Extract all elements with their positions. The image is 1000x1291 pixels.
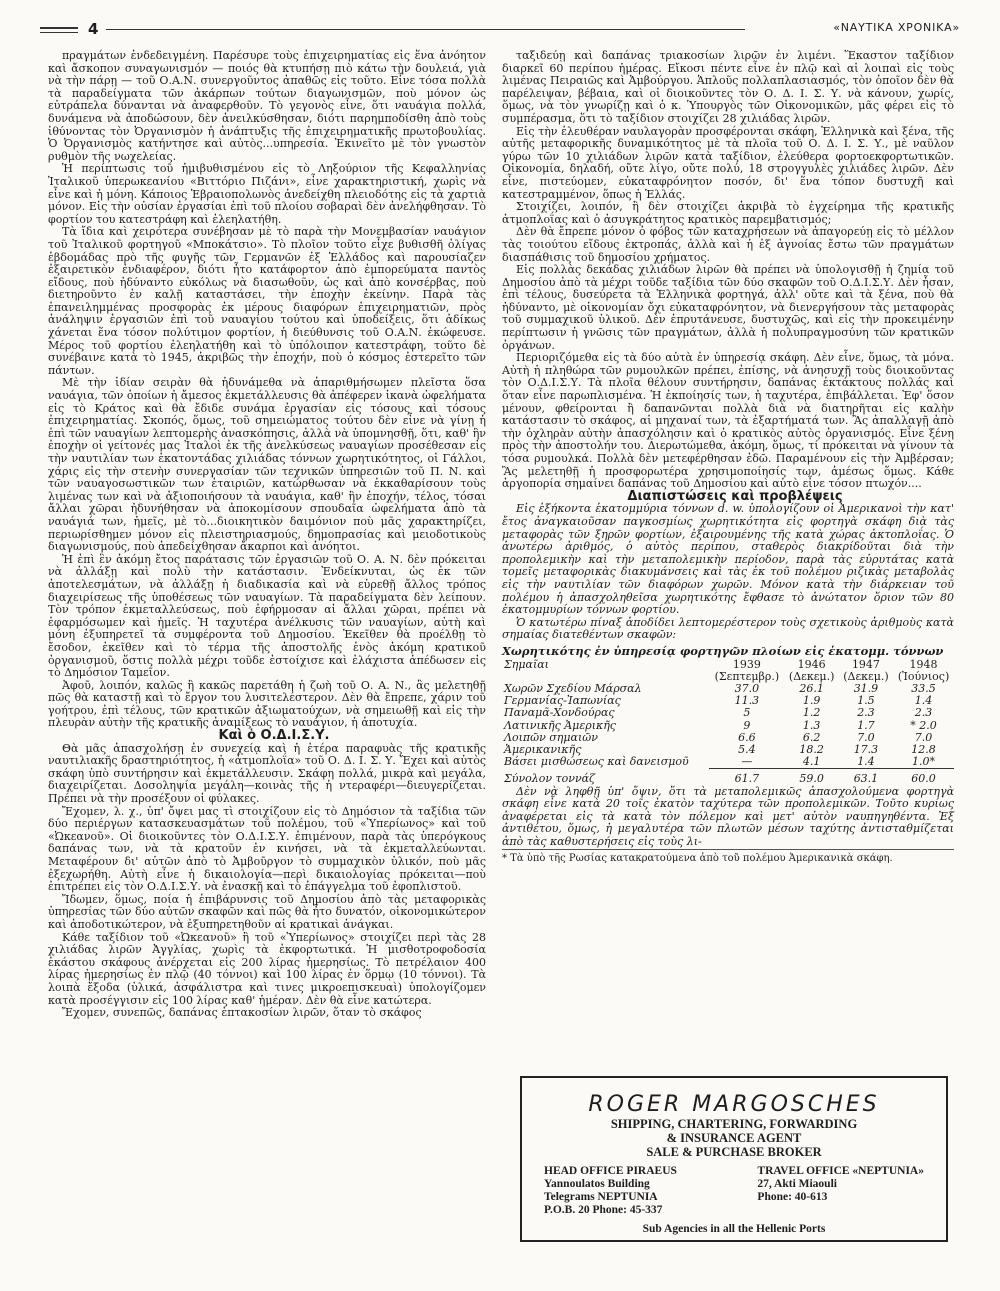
table-total-cell: 61.7 <box>709 769 784 786</box>
table-cell: 26.1 <box>799 681 824 695</box>
footnote: * Τὰ ὑπὸ τῆς Ρωσίας κατακρατούμενα ἀπὸ τοῦ πολέμου Ἀμερικανικὰ σκάφη. <box>502 849 954 865</box>
table-total-row <box>502 769 954 786</box>
article-paragraph: Ἡ περίπτωσις τοῦ ἡμιβυθισμένου εἰς τὸ Ληξούριον τῆς Κεφαλληνίας Ἰταλικοῦ ὑπερωκεανίου «Βιττόριο Πιζάνι», εἶνε χαρακτηριστική, χωρὶς νὰ εἶνε καὶ ἡ μόνη. Κάποιος Ἑβραιοπολωνὸς ἀνεδείχθη πλειοδότης εἰς τὰ χαρτιὰ μόνον. Εἰς τὴν οὐσίαν ἐργασίαι ἐπὶ τοῦ πλοίου σοβαραὶ δὲν ἀνελήφθησαν. Τὸ φορτίον του κατεστράφη καὶ ἐλεηλατήθη. <box>48 162 486 226</box>
table-month: (Δεκεμ.) <box>843 669 889 683</box>
article-paragraph: ταξιδεύῃ καὶ δαπάνας τριακοσίων λιρῶν ἐν λιμένι. Ἕκαστον ταξίδιον διαρκεῖ 60 περίπου ἡμέρας. Εἴκοσι πέντε εἶνε ἐν πλῷ καὶ αἱ λοιπαὶ εἰς τοὺς λιμένας Πειραιῶς καὶ Ἀμβούργου. Ἁπλοῦς πολλαπλασιασμός, τὸν ὁποῖον δὲν θὰ παρέλειψαν, βέβαια, καὶ οἱ διοικοῦντες τὸν Ο. Δ. Ι. Σ. Υ. νὰ κάνουν, χωρίς, ὅμως, νὰ τὸν γνωρίζῃ καὶ ὁ κ. Ὑπουργὸς τῶν Οἰκονομικῶν, μᾶς φέρει εἰς τὸ συμπέρασμα, ὅτι τὸ ταξίδιον στοιχίζει 28 χιλιάδας λιρῶν. <box>502 49 954 125</box>
table-row <box>502 707 954 719</box>
table-year: 1946 <box>797 657 826 671</box>
table-cell: 31.9 <box>853 681 879 695</box>
article-paragraph: Ὁ κατωτέρω πίναξ ἀποδίδει λεπτομερέστερον τοὺς σχετικοὺς ἀριθμοὺς κατὰ σημαίας διατεθέντων σκαφῶν: <box>502 615 954 642</box>
table-cell: 4.1 <box>802 755 821 769</box>
table-cell: 9 <box>743 718 751 732</box>
table-total-cell: 59.0 <box>785 769 839 786</box>
ad-service-line: & INSURANCE AGENT <box>666 1131 802 1145</box>
table-cell: 37.0 <box>734 681 760 695</box>
article-paragraph: Θὰ μᾶς ἀπασχολήσῃ ἐν συνεχείᾳ καὶ ἡ ἑτέρα παραφυὰς τῆς κρατικῆς ναυτιλιακῆς δραστηριότητος, ἡ «ἀτμοπλοΐα» τοῦ Ο. Δ. Ι. Σ. Υ. Ἔχει καὶ αὐτὸς σκάφη ὑπὸ συντήρησιν καὶ ἐκμετάλλευσιν. Σκάφη πολλά, μικρὰ καὶ μεγάλα, διαχειρίζεται. Δοσοληψία μεγάλη—κοινὰς τῆς ἡ ντεραφέρι—διευγερίζεται. Πρέπει νὰ τὴν προσέξουν οἱ φύλακες. <box>48 741 486 806</box>
table-row <box>502 756 954 769</box>
ad-footer: Sub Agencies in all the Hellenic Ports <box>642 1223 826 1235</box>
table-cell: 12.8 <box>911 742 936 756</box>
article-paragraph: Ἔχομεν, συνεπῶς, δαπάνας ἑπτακοσίων λιρῶν, ὅταν τὸ σκάφος <box>62 1006 422 1020</box>
ad-service-line: SALE & PURCHASE BROKER <box>646 1145 822 1159</box>
table-cell: 7.0 <box>857 730 875 744</box>
table-cell: 1.7 <box>857 718 875 732</box>
article-paragraph: Εἰς πολλὰς δεκάδας χιλιάδων λιρῶν θὰ πρέπει νὰ ὑπολογισθῇ ἡ ζημία τοῦ Δημοσίου ἀπὸ τὰ μέχρι τοῦδε ταξίδια τῶν δύο σκαφῶν τοῦ Ο.Δ.Ι.Σ.Υ. Δὲν ἦσαν, ἐπὶ τέλους, δυσεύρετα τὰ Ἑλληνικὰ φορτηγά, ἀλλ' οὔτε καὶ τὰ ξένα, ποὺ θὰ ἠδύναντο, μὲ οἰκονομίαν ὄχι εὐκαταφρόνητον, νὰ διενεργήσουν τὰς μεταφορὰς τοῦ συμμαχικοῦ ὑλικοῦ. Δὲν ἐπρυτάνευσε, δυστυχῶς, καὶ εἰς τὴν προκειμένην περίπτωσιν ἡ γνῶσις τῶν πραγμάτων, ἀλλὰ ἡ πολυπραγμοσύνη τῶν κρατικῶν ὀργάνων. <box>502 263 954 352</box>
table-total-label: Σύνολον τοννάζ <box>504 772 596 786</box>
header-rule <box>106 29 745 30</box>
table-cell: 2.3 <box>857 706 875 720</box>
table-year: 1939 <box>732 657 761 671</box>
table-month: (Σεπτεμβρ.) <box>714 669 780 683</box>
article-paragraph: Ἔχομεν, λ. χ., ὑπ' ὄψει μας τὶ στοιχίζουν εἰς τὸ Δημόσιον τὰ ταξίδια τῶν δύο περιέργων κατασκευασμάτων τοῦ πολέμου, τοῦ «Ὑπερίωνος» καὶ τοῦ «Ὠκεανοῦ». Οἱ διοικοῦντες τὸν Ο.Δ.Ι.Σ.Υ. ἐπιμένουν, παρὰ τὰς ὑπερόγκους δαπάνας των, νὰ τὰ κρατοῦν ἐν κινήσει, νὰ τὰ ἐκμεταλλεύωνται. Μεταφέρουν δι' αὐτῶν ἀπὸ τὸ Ἀμβοῦργον τὸ συμμαχικὸν ὑλικόν, ποὺ μᾶς ἐξεχωρήθη. Αὐτὴ εἶνε ἡ δικαιολογία—περὶ δικαιολογίας πρόκειται—ποὺ ἐπιτρέπει εἰς τὸν Ο.Δ.Ι.Σ.Υ. νὰ ἐνασκῇ καὶ τὸ ἐπάγγελμα τοῦ ἐφοπλιστοῦ. <box>48 804 486 894</box>
journal-title: «ΝΑΥΤΙΚΑ ΧΡΟΝΙΚΑ» <box>833 21 960 34</box>
table-cell: 5.4 <box>738 742 756 756</box>
table-cell: * 2.0 <box>910 718 937 732</box>
table-cell: 6.2 <box>802 730 821 744</box>
table-row <box>502 720 954 732</box>
table-row-label: Χωρῶν Σχεδίου Μάρσαλ <box>504 681 642 695</box>
table-row-label: Γερμανίας-Ἰαπωνίας <box>504 694 621 708</box>
article-paragraph: Δὲν νὰ ληφθῇ ὑπ' ὄψιν, ὅτι τὰ μεταπολεμικῶς ἀπασχολούμενα φορτηγὰ σκάφη εἶνε κατὰ 20 τοῖς ἑκατὸν ταχύτερα τῶν προπολεμικῶν. Τοῦτο κυρίως ἀναφέρεται εἰς τὰ κατὰ τὸν πόλεμον καὶ μετ' αὐτὸν ναυπηγηθέντα. Ἐξ ἀντιθέτου, ὅμως, ἡ μεγαλυτέρα τῶν πλωτῶν μέσων ταχύτης ἀντισταθμίζεται ἀπὸ τὰς καθυστερήσεις εἰς τοὺς λι- <box>502 784 954 848</box>
article-paragraph: Δὲν θὰ ἔπρεπε μόνον ὁ φόβος τῶν καταχρήσεων νὰ ἀπαγορεύῃ εἰς τὸ μέλλον τὰς τοιούτου εἴδους ἐκτροπάς, ἀλλὰ καὶ ἡ ἐξ ἀγνοίας ἔστω τῶν πραγμάτων διασπάθισις τοῦ δημοσίου χρήματος. <box>502 225 954 264</box>
table-header-row <box>502 659 954 671</box>
table-cell: 1.4 <box>857 755 875 769</box>
tonnage-table <box>502 659 954 786</box>
table-cell: 1.4 <box>914 694 933 708</box>
italic-article <box>502 503 954 642</box>
table-row <box>502 744 954 756</box>
table-cell: 18.2 <box>799 742 824 756</box>
office-address: Yannoulatos Building <box>544 1178 650 1190</box>
office-telegrams: Telegrams NEPTUNIA <box>544 1191 658 1203</box>
table-year: 1948 <box>909 657 938 671</box>
table-cell: 5 <box>743 706 751 720</box>
table-row-label: Ἀμερικανικῆς <box>504 742 582 756</box>
right-column <box>502 50 954 865</box>
article-paragraph: Στοιχίζει, λοιπόν, ἢ δὲν στοιχίζει ἀκριβὰ τὸ ἐγχείρημα τῆς κρατικῆς ἀτμοπλοΐας καὶ ὁ ἀσυγκράτητος κρατικὸς παρεμβατισμός; <box>502 200 954 226</box>
table-cell: 17.3 <box>853 742 879 756</box>
office-address: 27, Akti Miaouli <box>757 1178 837 1190</box>
table-cell: 6.6 <box>738 730 756 744</box>
advertisement-box <box>520 1076 948 1242</box>
article-paragraph: Εἰς τὴν ἐλευθέραν ναυλαγορὰν προσφέρονται σκάφη, Ἑλληνικὰ καὶ ξένα, τῆς αὐτῆς μεταφορικῆς δυναμικότητος μὲ τὰ πλοῖα τοῦ Ο. Δ. Ι. Σ. Υ., μὲ ναῦλον γύρω τῶν 10 χιλιάδων λιρῶν κατὰ ταξίδιον, ἐλεύθερα φορτοεκφορτωτικῶν. Οἰκονομία, δηλαδή, οὔτε λίγο, οὔτε πολύ, 18 στρογγυλὲς χιλιάδες λιρῶν. Δὲν εἶνε, πιστεύομεν, εὐκαταφρόνητον ποσόν, δι' ἕνα τόπον δυστυχῆ καὶ κατεστραμμένον, ὅπως ἡ Ἑλλάς. <box>502 124 954 201</box>
table-cell: 2.3 <box>914 706 933 720</box>
left-column <box>48 50 486 1020</box>
italic-article <box>502 786 954 849</box>
page-number: 4 <box>88 20 99 38</box>
table-cell: 33.5 <box>911 681 936 695</box>
article-paragraph: Ἀφοῦ, λοιπόν, καλῶς ἢ κακῶς παρετάθη ἡ ζωὴ τοῦ Ο. Α. Ν., ἂς μελετηθῇ πῶς θὰ καταστῇ καὶ τὸ ἔργον του λυσιτελέστερον. Δὲν θὰ ἔπρεπε, χάριν τοῦ γοήτρου, ἐπὶ τέλους, τῶν κρατικῶν ἀξιωματούχων, νὰ σημειωθῇ καὶ εἰς τὴν πλευρὰν αὐτὴν τῆς κρατικῆς ἀναμίξεως τὸ ναυάγιον, ἡ ἀποτυχία. <box>48 678 486 730</box>
table-cell: 1.9 <box>802 694 821 708</box>
header-rule <box>40 27 78 29</box>
article-paragraph: Ἡ ἐπὶ ἓν ἀκόμη ἔτος παράτασις τῶν ἐργασιῶν τοῦ Ο. Α. Ν. δὲν πρόκειται νὰ ἀλλάξῃ καὶ πολὺ τὴν κατάστασιν. Ἐνδείκνυται, ὡς ἐκ τῶν ἀποτελεσμάτων, νὰ ἀλλάξῃ ἡ διαδικασία καὶ νὰ εὑρεθῇ ἄλλος τρόπος διαχειρίσεως τῆς ὑποθέσεως τῶν ναυαγίων. Τὰ παραδείγματα δὲν λείπουν. Τὸν τρόπον ἐκμεταλλεύσεως, ποὺ ἐφήρμοσαν αἱ ἄλλαι χῶραι, πρέπει νὰ ἐφαρμόσωμεν καὶ ἡμεῖς. Ἡ ταχυτέρα ἀνέλκυσις τῶν ναυαγίων, αὐτὴ καὶ μόνη ἐξυπηρετεῖ τὰ συμφέροντα τοῦ Δημοσίου. Ἐκεῖθεν θὰ προέλθῃ τὸ ἔσοδον, ἐκεῖθεν καὶ τὸ τέρμα τῆς ἀποστολῆς ἑνὸς ἀκόμη κρατικοῦ ὀργανισμοῦ, ὅστις πολλὰ μέχρι τοῦδε ἐστοίχισε καὶ ἐλάχιστα ἀπέδωσεν εἰς τὸ Δημόσιον Ταμεῖον. <box>48 552 486 680</box>
office-phone: Phone: 40-613 <box>757 1191 828 1203</box>
table-title: Χωρητικότης ἐν ὑπηρεσίᾳ φορτηγῶν πλοίων εἰς ἑκατομμ. τόννων <box>502 643 944 658</box>
article-paragraph: Τὰ ἴδια καὶ χειρότερα συνέβησαν μὲ τὸ παρὰ τὴν Μονεμβασίαν ναυάγιον τοῦ Ἰταλικοῦ φορτηγοῦ «Μποκάτσιο». Τὸ πλοῖον τοῦτο εἶχε βυθισθῆ ὀλίγας ἑβδομάδας πρὸ τῆς φυγῆς τῶν Γερμανῶν ἐξ Ἑλλάδος καὶ παρουσίαζεν ἐξαιρετικὸν ἐνδιαφέρον, διότι ἦτο κατάφορτον ἀπὸ ἐμπορεύματα παντὸς εἴδους, ποὺ ἠδύναντο εὐκόλως νὰ διασωθοῦν, ὡς καὶ ἀπὸ κονσέρβας, ποὺ διετηροῦντο ἐν καλῇ καταστάσει, τὴν ἐποχὴν ἐκείνην. Παρὰ τὰς ἐπανειλημμένας προσφορὰς ἐκ μέρους διαφόρων ἐπιχειρηματιῶν, πρὸς ἀνάληψιν ἐργασιῶν ἐπὶ τοῦ ναυαγίου τούτου καὶ ὑποδείξεις, ὅτι ἀδίκως χάνεται ἕνα τόσον πολύτιμον φορτίον, ἡ διεύθυνσις τοῦ Ο.Α.Ν. ἐκώφευσε. Μέρος τοῦ φορτίου ἐλεηλατήθη καὶ τὸ ὑπόλοιπον κατεστράφη, τοῦτο δὲ συνέβαινε κατὰ τὸ 1945, ἀκριβῶς τὴν ἐποχήν, ποὺ ὁ κόσμος ἐστερεῖτο τῶν πάντων. <box>48 225 486 377</box>
travel-office <box>757 1165 924 1217</box>
table-cell: 1.2 <box>802 706 821 720</box>
header-rule <box>40 32 78 33</box>
office-title: TRAVEL OFFICE «NEPTUNIA» <box>757 1165 924 1177</box>
table-cell: 7.0 <box>914 730 933 744</box>
table-cell: 1.5 <box>857 694 875 708</box>
article-paragraph: Μὲ τὴν ἰδίαν σειρὰν θὰ ἠδυνάμεθα νὰ ἀπαριθμήσωμεν πλεῖστα ὅσα ναυάγια, τῶν ὁποίων ἡ ἄμεσος ἐκμετάλλευσις θὰ ἀπέφερεν ἱκανὰ ὠφελήματα εἰς τὸ Κράτος καὶ θὰ ἔδιδε συνάμα ἐργασίαν εἰς τόσους καὶ τόσους ἐπιχειρηματίας. Σκοπός, ὅμως, τοῦ σημειώματος τούτου δὲν εἶνε νὰ γίνῃ ἡ ἐπὶ τῶν ναυαγίων λεπτομερὴς ἀνασκόπησις, ἀλλὰ νὰ ὑπομνησθῇ, ὅτι, καθ' ἣν ἐποχὴν οἱ γείτονές μας Ἰταλοὶ ἐκ τῆς ἀνελκύσεως ναυαγίων προσέθεσαν εἰς τὴν ναυτιλίαν των ἑκατοντάδας χιλιάδας τόννων χωρητικότητος, οἱ Γάλλοι, χάρις εἰς τὴν στενὴν συνεργασίαν τῶν τεχνικῶν ὑπηρεσιῶν τοῦ Π. Ν. καὶ τῶν ναυαγοσωστικῶν των ἑταιριῶν, κατώρθωσαν νὰ ἐκκαθαρίσουν τοὺς λιμένας των καὶ νὰ ἀξιοποιήσουν τὰ ναυάγια, καθ' ἣν ἐποχήν, τέλος, τόσαι ἄλλαι χῶραι ἠδυνήθησαν νὰ ἀποκομίσουν σπουδαῖα ὠφελήματα ἀπὸ τὰ ναυάγιά των, ἡμεῖς, μὲ τὸ...διοικητικὸν δαιμόνιον ποὺ μᾶς χαρακτηρίζει, περιωρίσθημεν μόνον εἰς πλειστηριασμούς, δημοπρασίας καὶ μειοδοτικοὺς διαγωνισμούς, ποὺ ἀπεδείχθησαν ἄκαρποι καὶ ἀνόητοι. <box>48 376 486 554</box>
office-title: HEAD OFFICE PIRAEUS <box>544 1165 677 1177</box>
article-paragraph: Εἰς ἑξήκοντα ἑκατομμύρια τόννων d. w. ὑπολογίζουν οἱ Ἀμερικανοὶ τὴν κατ' ἔτος ἀναγκαιοῦσαν παγκοσμίως χωρητικότητα εἰς φορτηγὰ σκάφη διὰ τὰς μεταφορὰς τῶν ξηρῶν φορτίων, ἐξαιρουμένης τῆς κατὰ χώρας ἀκτοπλοΐας. Ὁ ἀνωτέρω ἀριθμός, ὁ αὐτὸς περίπου, σταθερὸς διακρίδοῦται διὰ τὴν προπολεμικὴν καὶ τὴν μεταπολεμικὴν περίοδον, παρὰ τὰς εὐρυτάτας κατὰ τομεῖς μεταφορικὰς διακυμάνσεις καὶ τὰς ἐκ τοῦ πολέμου ριζικὰς μεταβολὰς εἰς τὴν ναυτιλίαν τῶν διαφόρων χωρῶν. Μόνον κατὰ τὴν διάρκειαν τοῦ πολέμου ἡ ἀπασχοληθεῖσα χωρητικότης ἔφθασε τὸ ἀνώτατον ὅριον τῶν 80 ἑκατομμυρίων τόννων φορτίου. <box>502 502 954 617</box>
table-row-label: Βάσει μισθώσεως καὶ δανεισμοῦ <box>504 755 689 769</box>
article-paragraph: Ἴδωμεν, ὅμως, ποία ἡ ἐπιβάρυνσις τοῦ Δημοσίου ἀπὸ τὰς μεταφορικὰς ὑπηρεσίας τῶν δύο αὐτῶν σκαφῶν καὶ πῶς θὰ ἦτο δυνατόν, οἰκονομικώτερον καὶ ἀποδοτικώτερον, νὰ ἐξυπηρετηθοῦν αἱ κρατικαὶ ἀνάγκαι. <box>48 892 486 931</box>
table-cell: 1.3 <box>802 718 821 732</box>
table-total-cell: 63.1 <box>839 769 893 786</box>
table-header-label: Σημαῖαι <box>504 657 549 671</box>
section-heading: Καὶ ὁ Ο.Δ.Ι.Σ.Υ. <box>218 728 330 744</box>
advertiser-name: ROGER MARGOSCHES <box>588 1092 880 1117</box>
table-row-label: Λοιπῶν σημαιῶν <box>504 730 598 744</box>
page-header <box>40 20 960 42</box>
ad-service-line: SHIPPING, CHARTERING, FORWARDING <box>610 1117 858 1131</box>
table-month: (Δεκεμ.) <box>788 669 835 683</box>
table-month: (Ἰούνιος) <box>897 669 950 683</box>
head-office <box>544 1165 677 1217</box>
table-total-cell: 60.0 <box>893 769 954 786</box>
article-paragraph: πραγμάτων ἐνδεδειγμένη. Παρέσυρε τοὺς ἐπιχειρηματίας εἰς ἕνα ἀνόητον καὶ ἄσκοπον συναγωνισμόν — ποιός θὰ κτυπήσῃ πιὸ κάτω τὴν δουλειά, γιὰ νὰ τὴν πάρῃ — τοῦ Ο.Α.Ν. συνεργοῦντος ἀπαθῶς εἰς τοῦτο. Εἶνε τόσα πολλὰ τὰ παραδείγματα τῶν ἀκάρπων τούτων διαγωνισμῶν, ποὺ μόνον ὡς εὐτράπελα δύνανται νὰ ἀναφερθοῦν. Τὸ γεγονὸς εἶνε, ὅτι ναυάγια πολλά, δυνάμενα νὰ ἀποδώσουν, δὲν ἀνειλκύσθησαν, διότι παρημποδίσθη ἀπὸ τοὺς ἰθύνοντας τὸν Ὀργανισμὸν ἡ ἀνάπτυξις τῆς ἐπιχειρηματικῆς πρωτοβουλίας. Ὁ Ὀργανισμὸς κατήντησε καὶ αὐτὸς...υπηρεσία. Ἐκινεῖτο μὲ τὸν γνωστὸν ρυθμὸν τῆς νωχελείας. <box>48 49 486 163</box>
office-pob: P.O.B. 20 Phone: 45-337 <box>544 1204 663 1216</box>
section-heading: Διαπιστώσεις καὶ προβλέψεις <box>627 488 843 504</box>
table-cell: 1.0* <box>912 755 936 769</box>
article-paragraph: Περιοριζόμεθα εἰς τὰ δύο αὐτὰ ἐν ὑπηρεσίᾳ σκάφη. Δὲν εἶνε, ὅμως, τὰ μόνα. Αὐτὴ ἡ πληθώρα τῶν ρυμουλκῶν πρέπει, ἐπίσης, νὰ ἀνησυχῇ τοὺς διοικοῦντας τὸν Ο.Δ.Ι.Σ.Υ. Τὰ πλοῖα θέλουν συντήρησιν, δαπάνας ἐκτάκτους πολλάς καὶ ὅταν εἶνε παρωπλισμένα. Ἡ ἐκποίησίς των, ἡ ταχυτέρα, ἐπιβάλλεται. Ἐφ' ὅσον μένουν, φθείρονται ἢ δαπανῶνται πολλὰ διὰ νὰ διατηρῆται εἰς καλὴν κατάστασιν τὸ σκάφος, αἱ μηχαναί των, τὰ ἐξαρτήματά των. Ἂς ἀπαλλαγῇ ἀπὸ τὴν ὀχληρὰν αὐτὴν ἀπασχόλησιν καὶ ὁ κρατικὸς αὐτὸς ὀργανισμός. Εἶνε ξένη πρὸς τὴν ἀποστολήν του. Διερωτώμεθα, ἀκόμη, ὅμως, τί πρόκειται νὰ γίνουν τὰ τόσα ρυμουλκά. Πολλὰ δὲν μετεφέρθησαν ἐδῶ. Παραμένουν εἰς τὴν Ἀμβέρσαν; Ἂς μελετηθῇ ἡ προσφορωτέρα χρησιμοποίησίς των, ἀμέσως ὅμως. Κάθε ἀργοπορία σημαίνει δαπάνας τοῦ Δημοσίου καὶ αὐτὸ εἶνε τόσον πτωχόν.... <box>502 351 954 491</box>
article-paragraph: Κάθε ταξίδιον τοῦ «Ὠκεανοῦ» ἢ τοῦ «Ὑπερίωνος» στοιχίζει περὶ τὰς 28 χιλιάδας λιρῶν Ἀγγλίας, χωρὶς τὰ ἐκφορτωτικά. Ἡ μισθοτροφοδοσία ἑκάστου σκάφους ἀνέρχεται εἰς 200 λίρας ἡμερησίως. Τὸ πετρέλαιον 400 λίρας ἡμερησίως ἐν πλῷ (40 τόννοι) καὶ 100 λίρας ἐν ὅρμῳ (10 τόννοι). Τὰ λοιπὰ ἔξοδα (ὑλικά, ἀσφάλιστρα καὶ τινες μικροεπισκευαὶ) ὑπολογίζομεν κατὰ προσέγγισιν εἰς 100 λίρας καθ' ἡμέραν. Δὲν θὰ εἶνε κατώτερα. <box>48 930 486 1007</box>
table-row-label: Λατινικῆς Ἀμερικῆς <box>504 718 616 732</box>
ad-offices <box>522 1159 946 1217</box>
table-year: 1947 <box>851 657 880 671</box>
table-row-label: Παναμᾶ-Χονδούρας <box>504 706 615 720</box>
table-cell: — <box>741 755 753 769</box>
table-cell: 11.3 <box>734 694 760 708</box>
